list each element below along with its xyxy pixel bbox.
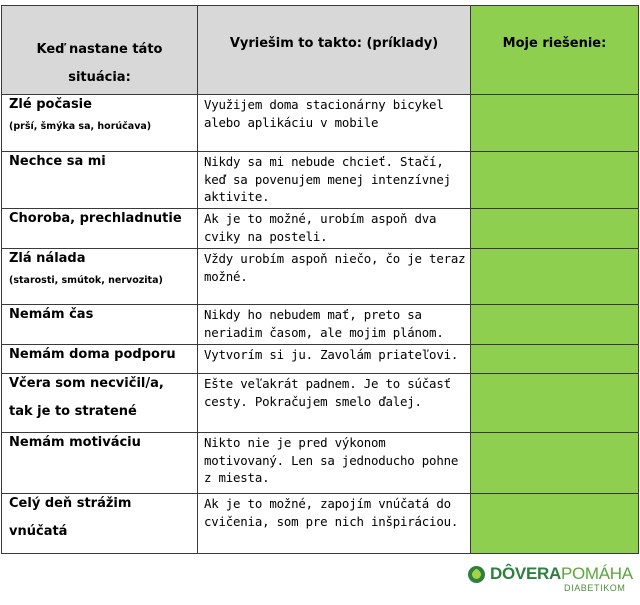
header-my-solution [471,6,639,95]
situation-text: Nemám doma podporu [9,347,176,362]
header-my-solution-text: Moje riešenie: [502,36,607,51]
situation-cell [2,433,198,494]
situation-cell [2,345,198,374]
my-solution-cell[interactable] [471,209,639,249]
table-row [2,494,639,554]
header-solution-text: Vyriešim to takto: (príklady) [229,36,439,51]
header-situation-line2: situácia: [68,70,131,85]
situation-text: Včera som necvičil/a, [9,376,164,391]
my-solution-cell[interactable] [471,305,639,345]
solution-cell: Nikto nie je pred výkonom motivovaný. Len sa jednoducho pohne z miesta. [198,433,471,494]
situation-cell [2,305,198,345]
logo-brand-light: POMÁHA [560,564,633,583]
solution-cell: Využijem doma stacionárny bicykel alebo aplikáciu v mobile [198,95,471,152]
my-solution-cell[interactable] [471,345,639,374]
situation-cell [2,95,198,152]
situation-text: Nechce sa mi [9,154,106,169]
table-row [2,249,639,305]
my-solution-cell[interactable] [471,152,639,209]
logo-brand-bold: DÔVERA [490,564,561,583]
my-solution-cell[interactable] [471,494,639,554]
solution-cell: Ešte veľakrát padnem. Je to súčasť cesty. Pokračujem smelo ďalej. [198,374,471,433]
table-row [2,305,639,345]
leaf-icon [468,566,485,583]
solution-cell: Nikdy ho nebudem mať, preto sa neriadim časom, ale mojim plánom. [198,305,471,345]
situation-sub: (prší, šmýka sa, horúčava) [9,121,152,132]
my-solution-cell[interactable] [471,374,639,433]
logo-brand [490,564,633,584]
my-solution-cell[interactable] [471,249,639,305]
my-solution-cell[interactable] [471,433,639,494]
situation-text: Zlé počasie [9,97,92,112]
header-situation-line1: Keď nastane táto [36,42,163,57]
header-solution [198,6,471,95]
dovera-logo [468,564,633,598]
situation-text: Celý deň strážim [9,496,132,511]
situation-text-line2: vnúčatá [9,524,68,539]
solution-cell: Nikdy sa mi nebude chcieť. Stačí, keď sa povenujem menej intenzívnej aktivite. [198,152,471,209]
situation-cell [2,374,198,433]
situation-text: Choroba, prechladnutie [9,211,182,226]
table-row [2,374,639,433]
situation-sub: (starosti, smútok, nervozita) [9,275,163,286]
my-solution-cell[interactable] [471,95,639,152]
table-row [2,152,639,209]
situation-text: Nemám čas [9,307,94,322]
table-header-row [2,6,639,95]
solution-cell: Vždy urobím aspoň niečo, čo je teraz možné. [198,249,471,305]
header-situation [2,6,198,95]
table-row [2,433,639,494]
situation-cell [2,209,198,249]
situation-cell [2,494,198,554]
logo-subtitle: DIABETIKOM [564,583,626,593]
table-row [2,209,639,249]
situation-text-line2: tak je to stratené [9,404,137,419]
situation-cell [2,152,198,209]
table-row [2,345,639,374]
table-row [2,95,639,152]
solution-cell: Ak je to možné, urobím aspoň dva cviky na posteli. [198,209,471,249]
solution-cell: Vytvorím si ju. Zavolám priateľovi. [198,345,471,374]
situation-cell [2,249,198,305]
situation-text: Zlá nálada [9,251,86,266]
situation-text: Nemám motiváciu [9,435,141,450]
solution-cell: Ak je to možné, zapojím vnúčatá do cvičenia, som pre nich inšpiráciou. [198,494,471,554]
exercise-obstacles-table [1,5,639,554]
